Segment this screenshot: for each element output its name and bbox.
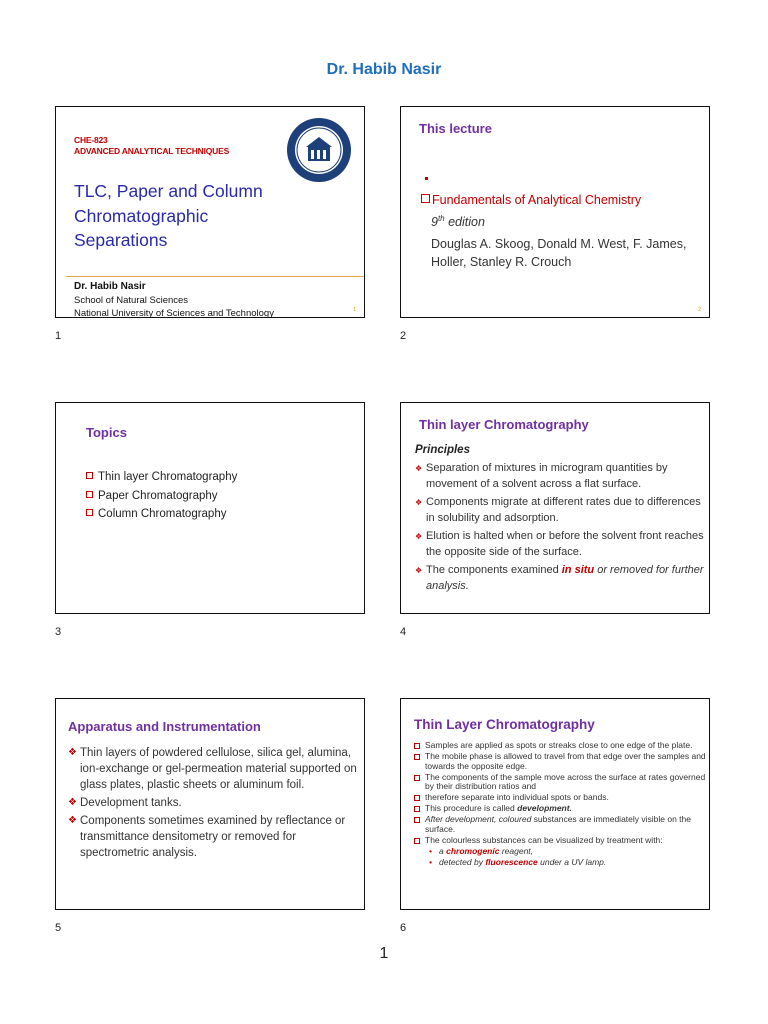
list-item: ❖ Components sometimes examined by reflectance or transmittance densitometry or removed for spectrometric analysis. (68, 815, 346, 859)
checkbox-bullet-icon (421, 194, 430, 203)
slide-3 (55, 402, 365, 614)
list-item: ❖ The components examined in situ or removed for further analysis. (415, 564, 704, 592)
document-author-header: Dr. Habib Nasir (326, 61, 442, 78)
principles-list (415, 461, 705, 597)
slide-number: 5 (55, 922, 62, 934)
list-item: After development, coloured substances are immediately visible on the surface. (414, 815, 709, 834)
square-bullet-icon (86, 509, 93, 516)
slide-2 (400, 106, 710, 318)
slide-title: Apparatus and Instrumentation (68, 719, 261, 734)
tlc-steps-list (414, 741, 709, 869)
slide-number: 3 (55, 626, 62, 638)
school-name: School of Natural Sciences (74, 295, 189, 306)
slide-title: This lecture (419, 121, 492, 136)
square-bullet-icon (86, 491, 93, 498)
sub-list-item: • a chromogenic reagent, (429, 845, 534, 856)
list-item: ❖ Development tanks. (68, 797, 182, 809)
square-bullet-icon (414, 795, 420, 801)
apparatus-list (68, 745, 358, 863)
slide-number: 4 (400, 626, 407, 638)
square-bullet-icon (414, 817, 420, 823)
slide-footer-number: 2 (698, 307, 701, 313)
page-number: 1 (379, 945, 389, 962)
diamond-bullet-icon: ❖ (415, 566, 423, 575)
square-bullet-icon (86, 472, 93, 479)
course-info (74, 135, 229, 157)
square-bullet-icon (414, 838, 420, 844)
diamond-bullet-icon: ❖ (415, 498, 423, 507)
bullet-icon (425, 177, 428, 180)
course-name: ADVANCED ANALYTICAL TECHNIQUES (74, 146, 230, 156)
list-item: This procedure is called development. (414, 804, 709, 814)
list-item: Samples are applied as spots or streaks close to one edge of the plate. (414, 741, 709, 751)
slide-subtitle: Principles (415, 444, 470, 456)
list-item: therefore separate into individual spots or bands. (414, 793, 709, 803)
list-item: The colourless substances can be visualized by treatment with: (414, 836, 709, 846)
slide-number: 6 (400, 922, 407, 934)
book-edition: 9th edition (431, 214, 485, 230)
slide-5 (55, 698, 365, 910)
course-code: CHE-823 (74, 135, 108, 145)
list-item: ❖ Elution is halted when or before the solvent front reaches the opposite side of the surface. (415, 530, 704, 558)
divider (66, 276, 364, 277)
square-bullet-icon (414, 754, 420, 760)
diamond-bullet-icon: ❖ (68, 797, 77, 808)
university-seal-icon (286, 117, 352, 183)
slide-title: Thin layer Chromatography (419, 417, 589, 432)
topics-list (86, 468, 237, 524)
university-name: National University of Sciences and Technology (74, 308, 274, 318)
slide-title: Topics (86, 425, 127, 440)
square-bullet-icon (414, 806, 420, 812)
list-item: ❖ Separation of mixtures in microgram quantities by movement of a solvent across a flat surface. (415, 462, 668, 490)
diamond-bullet-icon: ❖ (415, 464, 423, 473)
list-item: ❖ Thin layers of powdered cellulose, silica gel, alumina, ion-exchange or gel-permeation material supported on glass plates, plastic sheets or aluminum foil. (68, 747, 357, 791)
list-item: Paper Chromatography (86, 487, 237, 506)
slide-title: Thin Layer Chromatography (414, 717, 595, 732)
presenter-name: Dr. Habib Nasir (74, 281, 146, 292)
dot-bullet-icon: • (429, 856, 432, 867)
dot-bullet-icon: • (429, 845, 432, 856)
list-item: The mobile phase is allowed to travel from that edge over the samples and towards the opposite edge. (414, 752, 709, 771)
slide-footer-number: 1 (353, 307, 356, 313)
list-item: The components of the sample move across the surface at rates governed by their distribution ratios and (414, 773, 709, 792)
slide-1 (55, 106, 365, 318)
book-title: Fundamentals of Analytical Chemistry (421, 193, 641, 207)
square-bullet-icon (414, 775, 420, 781)
diamond-bullet-icon: ❖ (415, 532, 423, 541)
diamond-bullet-icon: ❖ (68, 815, 77, 826)
list-item: ❖ Components migrate at different rates due to differences in solubility and adsorption. (415, 496, 701, 524)
sub-list-item: • detected by fluorescence under a UV lamp. (429, 856, 607, 867)
institution (74, 294, 274, 318)
slide-title: TLC, Paper and Column Chromatographic Separations (74, 181, 263, 250)
book-authors: Douglas A. Skoog, Donald M. West, F. James, Holler, Stanley R. Crouch (431, 237, 687, 269)
list-item: Thin layer Chromatography (86, 468, 237, 487)
diamond-bullet-icon: ❖ (68, 747, 77, 758)
slide-number: 2 (400, 330, 407, 342)
list-item: Column Chromatography (86, 505, 237, 524)
square-bullet-icon (414, 743, 420, 749)
slide-number: 1 (55, 330, 62, 342)
slide-6 (400, 698, 710, 910)
slide-4 (400, 402, 710, 614)
